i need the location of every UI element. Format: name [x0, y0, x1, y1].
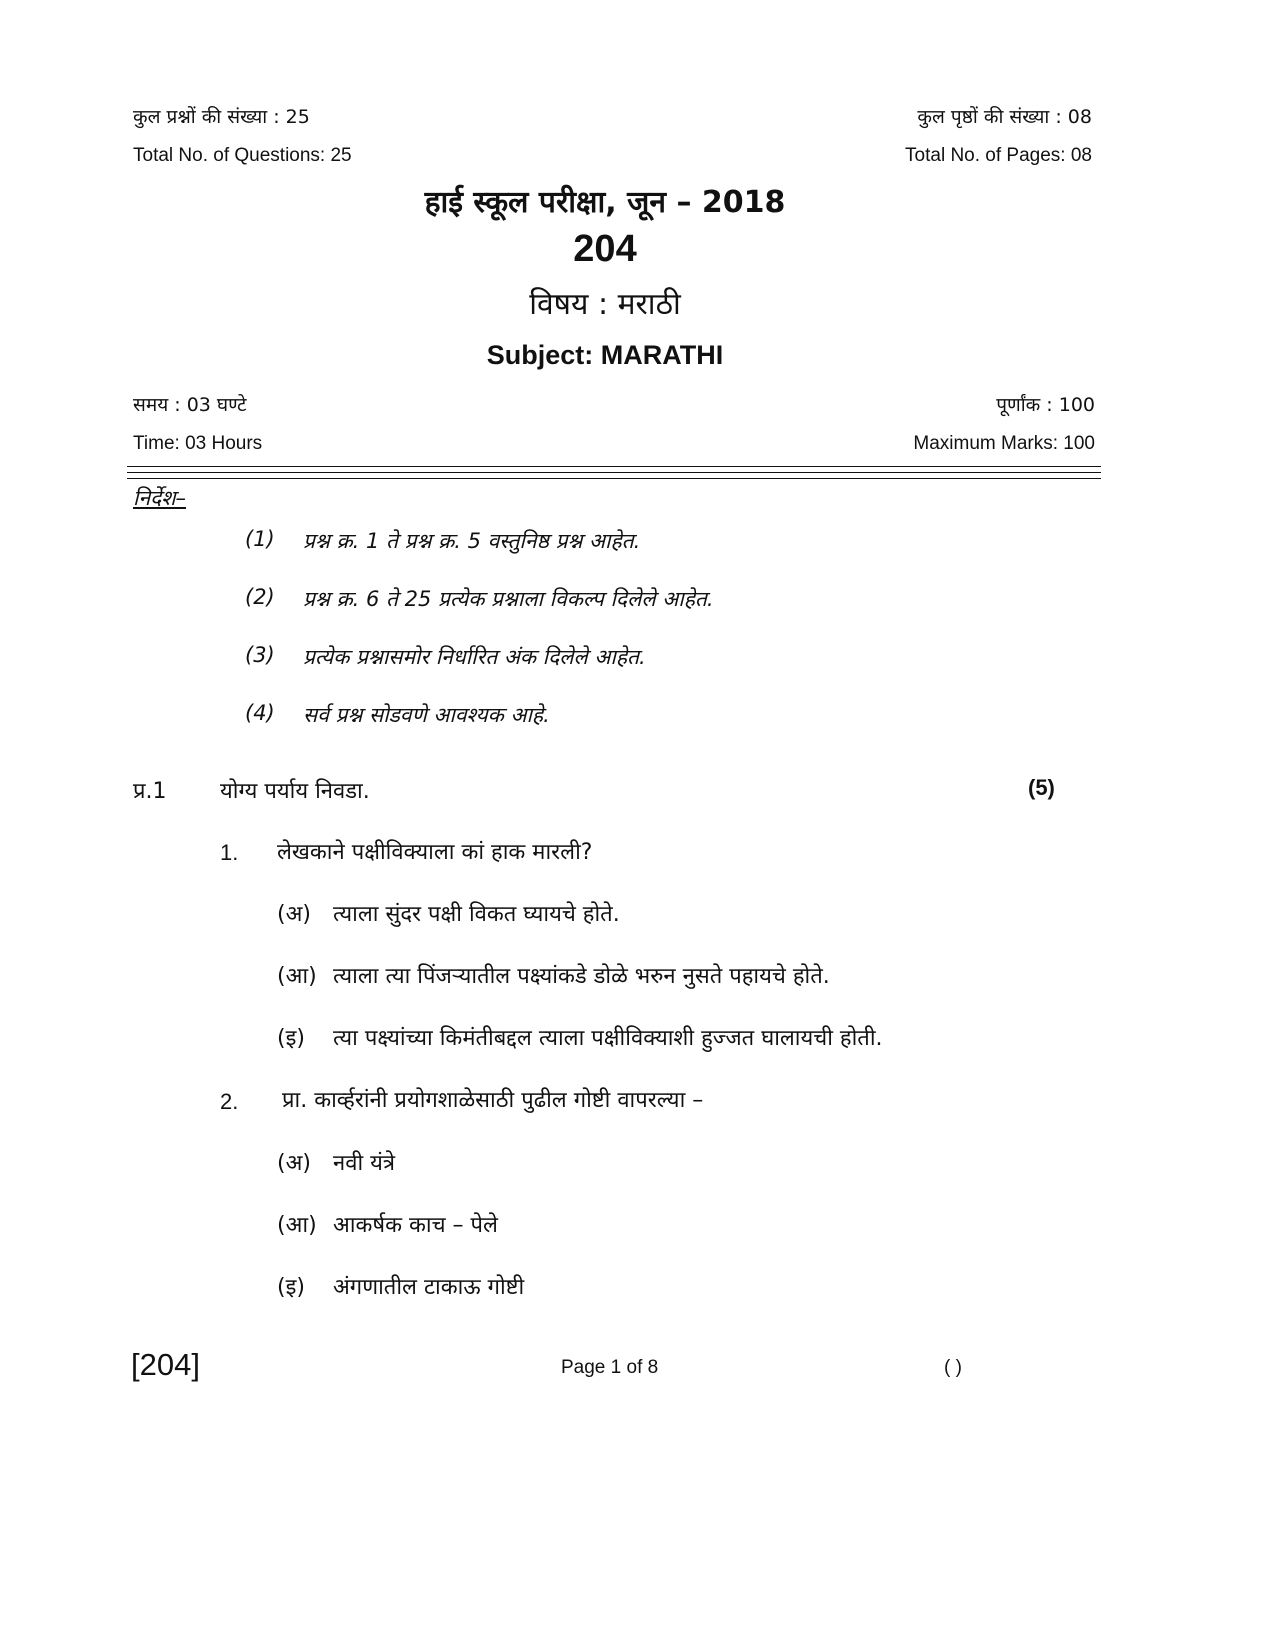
paper-code: 204 [573, 228, 637, 270]
footer-parentheses: ( ) [944, 1357, 962, 1378]
instructions-heading: निर्देश– [133, 486, 187, 510]
question-marks: (5) [1028, 775, 1055, 800]
subquestion-number: 2. [220, 1089, 239, 1114]
subject-english: Subject: MARATHI [486, 340, 724, 370]
option-text: त्याला त्या पिंजऱ्यातील पक्ष्यांकडे डोळे भरुन नुसते पहायचे होते. [333, 964, 830, 989]
option-text: त्याला सुंदर पक्षी विकत घ्यायचे होते. [333, 902, 620, 927]
question-label: प्र.1 [133, 779, 167, 804]
total-questions-english: Total No. of Questions: 25 [133, 145, 352, 166]
instruction-text: सर्व प्रश्न सोडवणे आवश्यक आहे. [303, 703, 550, 727]
instruction-number: (3) [245, 643, 275, 667]
header-divider-top [127, 466, 1101, 467]
subquestion-text: लेखकाने पक्षीविक्याला कां हाक मारली? [277, 840, 593, 865]
option-text: आकर्षक काच – पेले [333, 1213, 498, 1238]
question-text: योग्य पर्याय निवडा. [220, 779, 370, 804]
option-label: (आ) [277, 1213, 317, 1238]
option-text: त्या पक्ष्यांच्या किमंतीबद्दल त्याला पक्षीविक्याशी हुज्जत घालायची होती. [333, 1026, 883, 1051]
option-label: (इ) [277, 1275, 305, 1300]
marks-english: Maximum Marks: 100 [913, 433, 1095, 454]
option-text: नवी यंत्रे [333, 1151, 396, 1176]
instruction-number: (1) [245, 527, 275, 551]
footer-paper-code: [204] [131, 1347, 200, 1382]
instruction-text: प्रश्न क्र. 6 ते 25 प्रत्येक प्रश्नाला विकल्प दिलेले आहेत. [303, 587, 714, 611]
header-divider-middle [127, 472, 1101, 473]
header-divider-bottom [127, 478, 1101, 479]
instruction-number: (4) [245, 701, 275, 725]
exam-title: हाई स्कूल परीक्षा, जून – 2018 [424, 185, 786, 220]
option-label: (आ) [277, 964, 317, 989]
time-hindi: समय : 03 घण्टे [133, 394, 247, 416]
instruction-text: प्रत्येक प्रश्नासमोर निर्धारित अंक दिलेले आहेत. [303, 645, 646, 669]
option-label: (इ) [277, 1026, 305, 1051]
time-english: Time: 03 Hours [133, 433, 263, 454]
instruction-number: (2) [245, 585, 275, 609]
option-text: अंगणातील टाकाऊ गोष्टी [333, 1275, 525, 1300]
option-label: (अ) [277, 1151, 311, 1176]
total-questions-hindi: कुल प्रश्नों की संख्या : 25 [133, 106, 310, 128]
instruction-text: प्रश्न क्र. 1 ते प्रश्न क्र. 5 वस्तुनिष्ठ प्रश्न आहेत. [303, 529, 641, 553]
option-label: (अ) [277, 902, 311, 927]
subject-hindi: विषय : मराठी [529, 287, 681, 322]
subquestion-number: 1. [220, 840, 239, 865]
total-pages-english: Total No. of Pages: 08 [905, 145, 1092, 166]
subquestion-text: प्रा. कार्व्हरांनी प्रयोगशाळेसाठी पुढील गोष्टी वापरल्या – [282, 1088, 704, 1113]
page-number: Page 1 of 8 [561, 1357, 659, 1378]
total-pages-hindi: कुल पृष्ठों की संख्या : 08 [917, 106, 1092, 128]
marks-hindi: पूर्णांक : 100 [996, 394, 1095, 416]
